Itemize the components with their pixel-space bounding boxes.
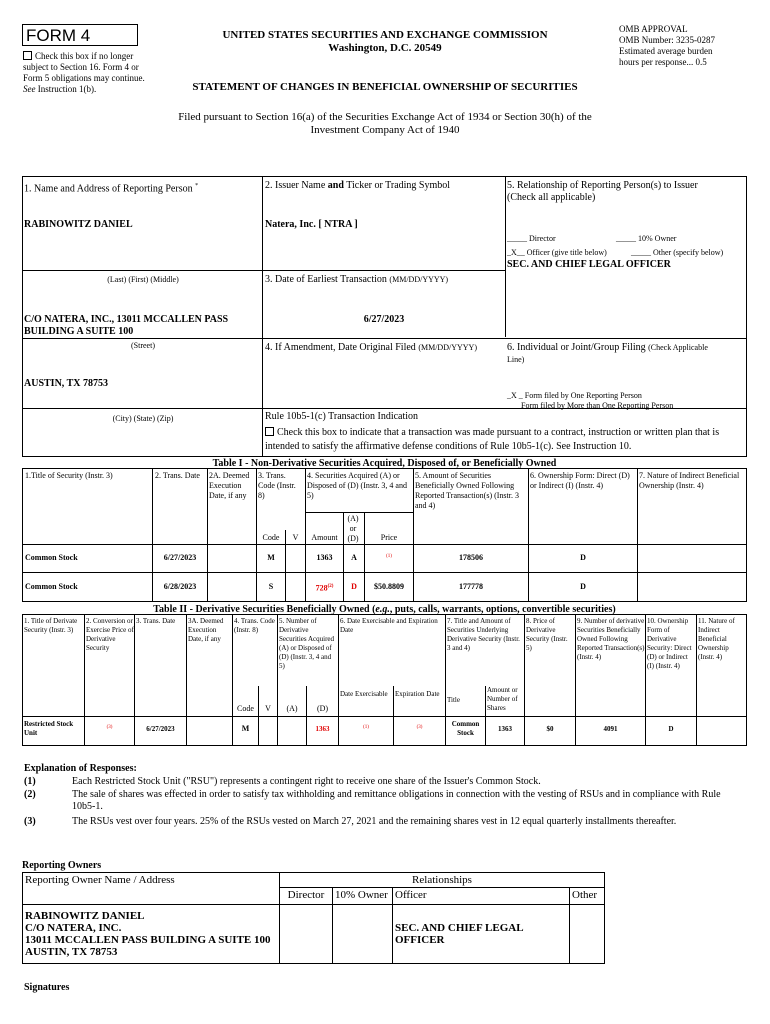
t1-h2: 2. Trans. Date (155, 471, 200, 480)
t2-h8: 8. Price of Derivative Security (Instr. 5) (526, 617, 568, 652)
explanation-title: Explanation of Responses: (24, 763, 137, 774)
table2-title: Table II - Derivative Securities Beneficially Owned (e.g., puts, calls, warrants, options, convertible securities) (153, 604, 616, 615)
reporting-person-city: AUSTIN, TX 78753 (24, 378, 108, 389)
t2-row1-title: Restricted Stock Unit (24, 720, 74, 737)
name-hint: (Last) (First) (Middle) (107, 275, 179, 284)
col-director: Director (280, 888, 333, 905)
t1-h3: 3. Trans. Code (Instr. 8) (258, 471, 296, 500)
statement-title: STATEMENT OF CHANGES IN BENEFICIAL OWNERSHIP OF SECURITIES (192, 81, 578, 93)
filed-pursuant: Filed pursuant to Section 16(a) of the Securities Exchange Act of 1934 or Section 30(h) of the Investment Company Act of 1940 (178, 111, 592, 136)
col-owner-name: Reporting Owner Name / Address (23, 873, 280, 905)
col-other: Other (570, 888, 605, 905)
t2-row1-exer-footnote[interactable]: (1) (363, 725, 369, 730)
t1-row1-amount: 1363 (316, 553, 333, 562)
t2-h9: 9. Number of derivative Securities Beneficially Owned Following Reported Transaction(s) (Instr. 4) (577, 617, 645, 661)
omb-line-4: hours per response... 0.5 (619, 57, 707, 67)
t1-row1-aord: A (351, 553, 357, 562)
box1-label: 1. Name and Address of Reporting Person * (24, 183, 199, 195)
t1-h5: 5. Amount of Securities Beneficially Owned Following Reported Transaction(s) (Instr. 3 and 4) (415, 471, 519, 510)
col-officer: Officer (393, 888, 570, 905)
ten-percent-owner-option[interactable]: _____ 10% Owner (616, 234, 677, 243)
form-title: FORM 4 (26, 26, 91, 45)
form-title-box (22, 24, 138, 46)
box3-label: 3. Date of Earliest Transaction (MM/DD/YYYY) (265, 274, 449, 285)
t1-h7: 7. Nature of Indirect Beneficial Ownership (Instr. 4) (639, 471, 740, 490)
director-option[interactable]: _____ Director (507, 234, 556, 243)
t2-row1-date: 6/27/2023 (146, 725, 175, 733)
box2-label: 2. Issuer Name and Ticker or Trading Symbol (265, 180, 451, 191)
filing-multiple-persons[interactable]: ___ Form filed by More than One Reporting Person (507, 401, 674, 410)
agency-name: UNITED STATES SECURITIES AND EXCHANGE COMMISSION (222, 29, 548, 41)
fn3-num: (3) (24, 816, 36, 827)
t1-h6: 6. Ownership Form: Direct (D) or Indirect (I) (Instr. 4) (530, 471, 630, 490)
t1-row1-title: Common Stock (25, 553, 78, 562)
t2-row1-conv-footnote[interactable]: (3) (106, 725, 113, 730)
t1-row2-title: Common Stock (25, 582, 78, 591)
t1-row2-price: $50.8809 (374, 582, 404, 591)
t1-row1-owned: 178506 (459, 553, 483, 562)
t2-row1-exp-footnote[interactable]: (3) (416, 725, 423, 730)
t2-sub-amount: Amount or Number of Shares (487, 686, 518, 712)
filing-one-person[interactable]: _X _ Form filed by One Reporting Person (507, 391, 642, 400)
t2-sub-a: (A) (286, 704, 298, 713)
t2-sub-title: Title (447, 696, 460, 704)
fn3-text: The RSUs vest over four years. 25% of the RSUs vested on March 27, 2021 and the remaining shares vest in 12 equal quarterly installments thereafter. (72, 816, 677, 827)
t1-sub-amount: Amount (311, 533, 338, 542)
t2-row1-price: $0 (546, 725, 554, 733)
box5-label: 5. Relationship of Reporting Person(s) to Issuer (Check all applicable) (507, 180, 698, 203)
t1-row2-code: S (268, 582, 274, 591)
t2-h2: 2. Conversion or Exercise Price of Derivative Security (86, 617, 134, 652)
t2-sub-d: (D) (316, 704, 329, 713)
t2-h1: 1. Title of Derivate Security (Instr. 3) (24, 617, 78, 634)
t2-h3: 3. Trans. Date (136, 617, 176, 625)
t1-h4: 4. Securities Acquired (A) or Disposed of (D) (Instr. 3, 4 and 5) (307, 471, 407, 500)
t2-row1-d: 1363 (315, 725, 330, 733)
t2-sub-exercisable: Date Exercisable (340, 690, 388, 698)
reporting-person-name: RABINOWITZ DANIEL (24, 219, 133, 230)
t1-sub-aord: (A) or (D) (347, 514, 359, 543)
city-hint: (City) (State) (Zip) (112, 414, 174, 423)
t2-h5: 5. Number of Derivative Securities Acquired (A) or Disposed of (D) (Instr. 3, 4 and 5) (279, 617, 335, 670)
reporting-owners-table (22, 872, 605, 964)
t2-sub-code: Code (237, 704, 254, 713)
fn1-num: (1) (24, 776, 36, 787)
t2-h11: 11. Nature of Indirect Beneficial Ownership (Instr. 4) (698, 617, 735, 661)
section16-checkbox-text: Check this box if no longer subject to Section 16. Form 4 or Form 5 obligations may continue. See Instruction 1(b). (23, 51, 145, 94)
owner-line-3: 13011 MCCALLEN PASS BUILDING A SUITE 100 (25, 934, 271, 946)
t1-row2-date: 6/28/2023 (163, 582, 197, 591)
t1-row1-form: D (580, 553, 586, 562)
fn2-num: (2) (24, 789, 36, 800)
t1-row2-owned: 177778 (459, 582, 483, 591)
rule-10b5-label: Rule 10b5-1(c) Transaction Indication (265, 411, 419, 422)
owner-address-cell (23, 905, 280, 964)
omb-line-1: OMB APPROVAL (619, 24, 688, 34)
t2-row1-und-title: Common Stock (451, 720, 480, 737)
t2-h6: 6. Date Exercisable and Expiration Date (340, 617, 438, 634)
reporting-person-street: C/O NATERA, INC., 13011 MCCALLEN PASS BUILDING A SUITE 100 (24, 314, 229, 337)
owner-ten-percent (333, 905, 393, 964)
fn2-text: The sale of shares was effected in order to satisfy tax withholding and remittance obligations in connection with the vesting of RSUs and in compliance with Rule 10b5-1. (72, 789, 721, 812)
t1-row2-amount-footnote[interactable]: (2) (327, 584, 334, 589)
reporting-owners-title: Reporting Owners (22, 860, 102, 871)
t2-row1-code: M (241, 724, 250, 733)
table1-title: Table I - Non-Derivative Securities Acquired, Disposed of, or Beneficially Owned (212, 458, 557, 469)
signatures-title: Signatures (24, 982, 70, 993)
omb-approval (619, 24, 759, 68)
t2-sub-v: V (265, 704, 271, 713)
t2-h3a: 3A. Deemed Execution Date, if any (188, 617, 224, 643)
section16-checkbox[interactable] (23, 51, 32, 60)
col-ten-percent: 10% Owner (333, 888, 393, 905)
owner-other (570, 905, 605, 964)
owner-officer: SEC. AND CHIEF LEGAL OFFICER (393, 905, 570, 964)
t2-h4: 4. Trans. Code (Instr. 8) (234, 617, 275, 634)
t1-sub-v: V (292, 533, 299, 542)
rule-10b5-text: Check this box to indicate that a transaction was made pursuant to a contract, instruction or written plan that is intended to satisfy the affirmative defense conditions of Rule 10b5-1(c). See Instruction 10. (265, 427, 720, 452)
col-relationships: Relationships (280, 873, 605, 888)
fn1-text: Each Restricted Stock Unit ("RSU") represents a contingent right to receive one share of the Issuer's Common Stock. (72, 776, 541, 787)
officer-option[interactable]: _X__ Officer (give title below) (507, 248, 607, 257)
omb-line-2: OMB Number: 3235-0287 (619, 35, 715, 45)
owner-name: RABINOWITZ DANIEL (25, 910, 145, 922)
rule-10b5-checkbox[interactable] (265, 427, 274, 436)
t1-row1-code: M (267, 553, 275, 562)
t2-row1-und-amount: 1363 (498, 725, 512, 733)
agency-city: Washington, D.C. 20549 (328, 42, 442, 54)
other-option[interactable]: _____ Other (specify below) (631, 248, 724, 257)
omb-line-3: Estimated average burden (619, 46, 713, 56)
t1-row2-amount: 728$^{(2)}$ (315, 583, 334, 593)
t1-row2-aord: D (351, 582, 357, 591)
owner-director (280, 905, 333, 964)
t2-h7: 7. Title and Amount of Securities Underlying Derivative Security (Instr. 3 and 4) (447, 617, 520, 652)
earliest-transaction-date: 6/27/2023 (363, 314, 405, 325)
t2-h10: 10. Ownership Form of Derivative Security: Direct (D) or Indirect (I) (Instr. 4) (647, 617, 692, 670)
owner-line-4: AUSTIN, TX 78753 (25, 946, 118, 958)
t1-row1-date: 6/27/2023 (163, 553, 197, 562)
t2-sub-expiration: Expiration Date (395, 690, 440, 698)
owner-line-2: C/O NATERA, INC. (25, 922, 122, 934)
issuer-name-ticker: Natera, Inc. [ NTRA ] (265, 219, 358, 230)
t1-h2a: 2A. Deemed Execution Date, if any (209, 471, 250, 500)
street-hint: (Street) (131, 341, 155, 350)
t2-row1-form: D (668, 725, 674, 733)
t1-row1-price-footnote[interactable]: (1) (386, 554, 392, 559)
t1-sub-price: Price (380, 533, 398, 542)
t2-row1-owned: 4091 (603, 725, 618, 733)
t1-sub-code: Code (262, 533, 280, 542)
box4-label: 4. If Amendment, Date Original Filed (MM/DD/YYYY) (265, 342, 477, 353)
t1-h1: 1.Title of Security (Instr. 3) (25, 471, 113, 480)
box6-label: 6. Individual or Joint/Group Filing (Check Applicable Line) (507, 342, 708, 364)
officer-title: SEC. AND CHIEF LEGAL OFFICER (507, 259, 671, 270)
t1-row2-form: D (580, 582, 586, 591)
